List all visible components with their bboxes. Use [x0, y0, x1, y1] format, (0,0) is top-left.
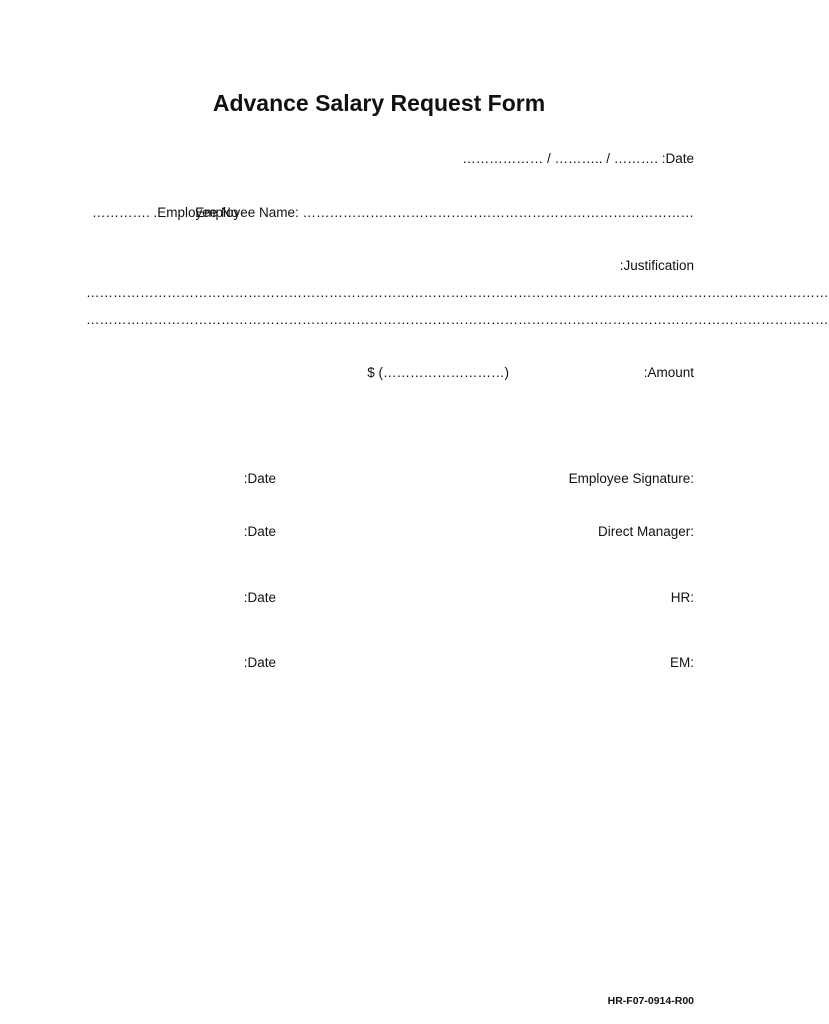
- form-code: HR-F07-0914-R00: [607, 995, 694, 1007]
- direct-manager-label: Direct Manager:: [597, 524, 694, 539]
- employee-signature-label: Employee Signature:: [568, 471, 694, 486]
- justification-line-1: …………………………………………………………………………………………………………………………………………………: [86, 285, 829, 300]
- hr-date: :Date: [243, 590, 276, 605]
- justification-label: :Justification: [619, 258, 694, 273]
- em-label: EM:: [669, 655, 694, 670]
- page-title: Advance Salary Request Form: [212, 90, 546, 116]
- date-line: ……………… / ……….. / ………. :Date: [462, 151, 694, 166]
- employee-signature-date: :Date: [243, 471, 276, 486]
- employee-no-field: …………. .Employee No: [92, 205, 239, 220]
- justification-line-2: …………………………………………………………………………………………………………………………………………………: [86, 312, 829, 327]
- amount-label: :Amount: [643, 365, 694, 380]
- direct-manager-date: :Date: [243, 524, 276, 539]
- amount-value: $ (………………………): [367, 365, 509, 380]
- em-date: :Date: [243, 655, 276, 670]
- hr-label: HR:: [670, 590, 694, 605]
- employee-name-field: Employee Name: ……………………………………………………………………………: [195, 205, 694, 220]
